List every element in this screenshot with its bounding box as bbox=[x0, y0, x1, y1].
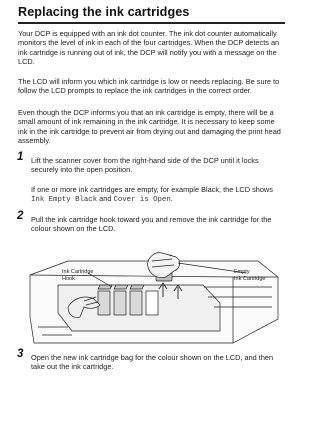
step-1-number: 1 bbox=[17, 151, 24, 163]
label-hook-line-1: Ink Cartridge bbox=[62, 269, 94, 275]
step-3 bbox=[17, 348, 287, 372]
label-ink-cartridge-hook bbox=[62, 269, 94, 282]
section-heading: Replacing the ink cartridges bbox=[18, 5, 190, 19]
label-empty-ink-cartridge bbox=[234, 269, 266, 282]
ink-cartridge-illustration bbox=[28, 247, 280, 347]
paragraph-lcd-info: The LCD will inform you which ink cartridge is low or needs replacing. Be sure to follow the LCD prompts to replace the ink cartridges in the correct order. bbox=[18, 77, 280, 96]
followup-and: and bbox=[97, 194, 114, 204]
label-empty-line-2: Ink Cartridge bbox=[234, 275, 266, 282]
lcd-message-ink-empty: Ink Empty Black bbox=[31, 196, 98, 205]
label-empty-line-1: Empty bbox=[234, 269, 250, 275]
paragraph-intro: Your DCP is equipped with an ink dot counter. The ink dot counter automatically monitors the level of ink in each of the four cartridges. When the DCP detects an ink cartridge is running out of ink, the DCP will notify you with a message on the LCD. bbox=[18, 29, 280, 66]
lcd-message-cover-open: Cover is Open bbox=[113, 196, 171, 205]
step-3-text: Open the new ink cartridge bag for the colour shown on the LCD, and then take out the ink cartridge. bbox=[31, 353, 274, 372]
step-2-text: Pull the ink cartridge hook toward you and remove the ink cartridge for the colour shown on the LCD. bbox=[31, 215, 272, 234]
printer-drawing bbox=[28, 247, 280, 347]
step-3-number: 3 bbox=[17, 348, 24, 360]
step-2-number: 2 bbox=[17, 210, 24, 222]
label-hook-line-2: Hook bbox=[62, 275, 75, 282]
paragraph-remaining-ink: Even though the DCP informs you that an ink cartridge is empty, there will be a small amount of ink remaining in the ink cartridge. It is necessary to keep some ink in the ink cartridge to prevent air from drying out and damaging the print head assembly. bbox=[18, 108, 281, 145]
step-1-followup bbox=[31, 185, 287, 206]
step-2 bbox=[17, 210, 287, 234]
step-1-followup-text: If one or more ink cartridges are empty, for example Black, the LCD shows bbox=[31, 185, 273, 194]
step-1 bbox=[17, 151, 287, 175]
heading-rule bbox=[18, 22, 285, 24]
followup-end: . bbox=[170, 194, 173, 204]
step-1-text: Lift the scanner cover from the right-hand side of the DCP until it locks securely into the open position. bbox=[31, 156, 259, 175]
